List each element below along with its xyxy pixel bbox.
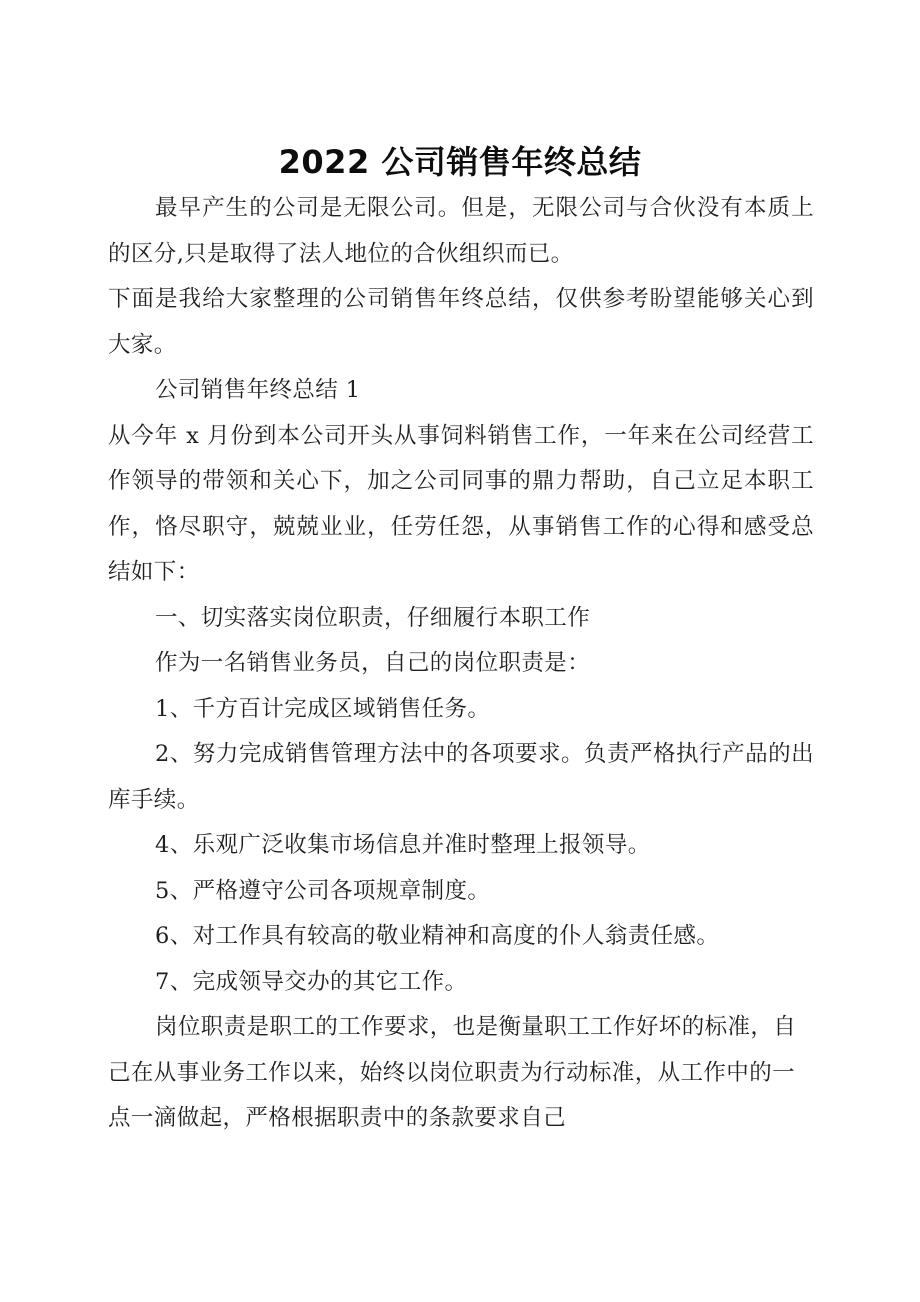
list-item-1: 1、千方百计完成区域销售任务。	[155, 695, 491, 722]
list-item-5: 5、严格遵守公司各项规章制度。	[155, 877, 491, 904]
list-item-4: 4、乐观广泛收集市场信息并准时整理上报领导。	[155, 832, 651, 858]
list-item-2: 2、努力完成销售管理方法中的各项要求。负责严格执行产品的出库手续。	[108, 741, 814, 813]
list-item-7: 7、完成领导交办的其它工作。	[155, 968, 468, 995]
paragraph-body-2: 作为一名销售业务员，自己的岗位职责是：	[155, 650, 591, 676]
paragraph-intro: 最早产生的公司是无限公司。但是，无限公司与合伙没有本质上的区分,只是取得了法人地位的合伙组织而已。	[108, 195, 814, 267]
document-body	[108, 186, 814, 1142]
list-item-6: 6、对工作具有较高的敬业精神和高度的仆人翁责任感。	[155, 923, 720, 949]
page-title: 2022 公司销售年终总结	[278, 143, 642, 182]
paragraph-body-1: 从今年 x 月份到本公司开头从事饲料销售工作，一年来在公司经营工作领导的带领和关心下，加之公司同事的鼎力帮助，自己立足本职工作，恪尽职守，兢兢业业，任劳任怨，从事销售工作的心得和感受总结如下：	[108, 422, 814, 585]
section-heading-1: 公司销售年终总结 1	[155, 377, 361, 403]
heading-one: 一、切实落实岗位职责，仔细履行本职工作	[155, 604, 591, 631]
paragraph-body-3: 岗位职责是职工的工作要求，也是衡量职工工作好坏的标准，自己在从事业务工作以来，始终以岗位职责为行动标准，从工作中的一点一滴做起，严格根据职责中的条款要求自己	[108, 1014, 797, 1131]
paragraph-intro-2: 下面是我给大家整理的公司销售年终总结，仅供参考盼望能够关心到大家。	[108, 286, 814, 358]
